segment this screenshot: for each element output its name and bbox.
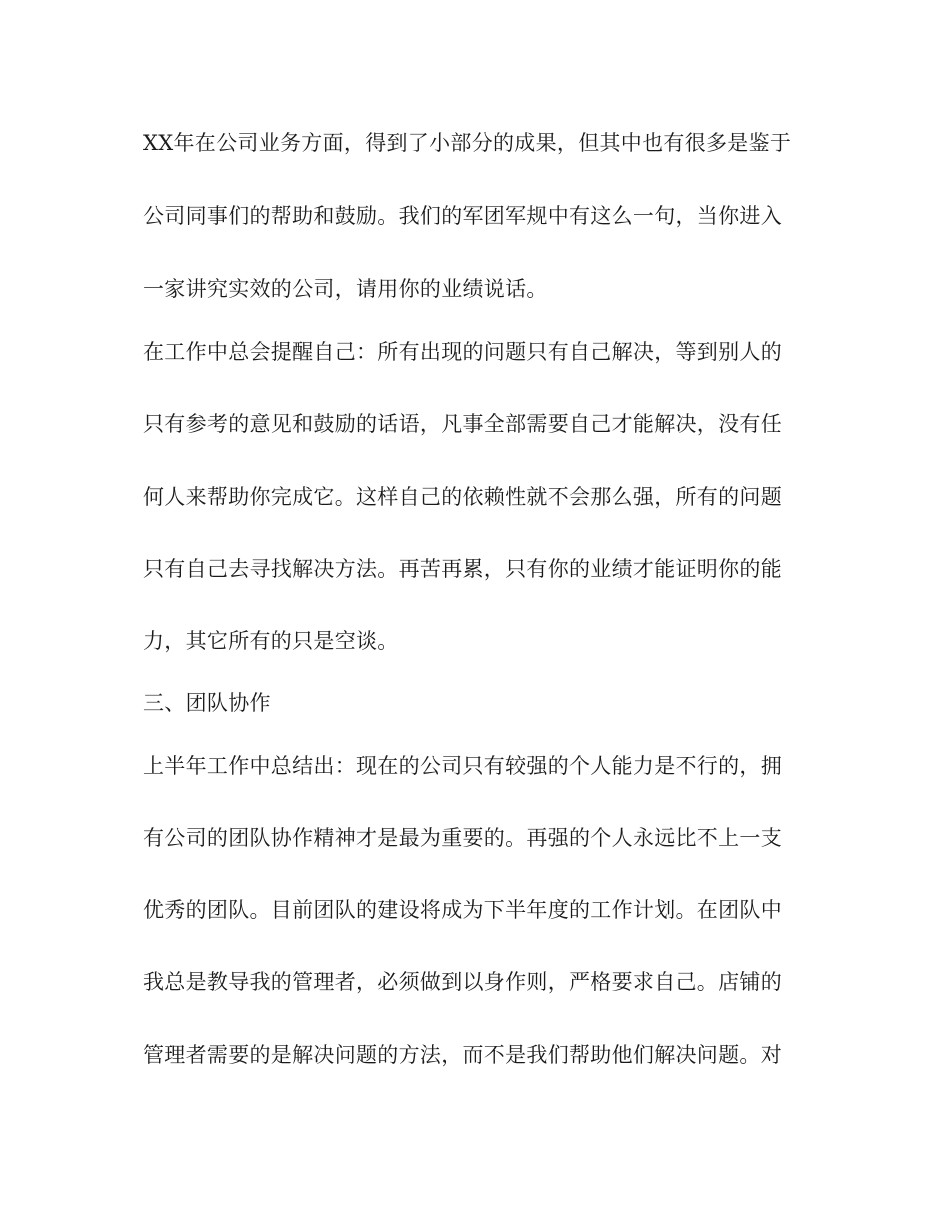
text-line: 优秀的团队。目前团队的建设将成为下半年度的工作计划。在团队中 (143, 898, 782, 922)
text-line: 上半年工作中总结出：现在的公司只有较强的个人能力是不行的，拥 (143, 754, 782, 778)
text-line: 我总是教导我的管理者，必须做到以身作则，严格要求自己。店铺的 (143, 970, 782, 994)
text-line: 力，其它所有的只是空谈。 (143, 629, 399, 653)
text-line: 一家讲究实效的公司，请用你的业绩说话。 (143, 277, 548, 301)
text-line: 只有自己去寻找解决方法。再苦再累，只有你的业绩才能证明你的能 (143, 557, 782, 581)
text-line: 有公司的团队协作精神才是最为重要的。再强的个人永远比不上一支 (143, 826, 782, 850)
text-line: 在工作中总会提醒自己：所有出现的问题只有自己解决，等到别人的 (143, 340, 782, 364)
text-line: 公司同事们的帮助和鼓励。我们的军团军规中有这么一句，当你进入 (143, 204, 782, 228)
section-heading: 三、团队协作 (143, 691, 271, 715)
text-line: 只有参考的意见和鼓励的话语，凡事全部需要自己才能解决，没有任 (143, 412, 782, 436)
text-line: 何人来帮助你完成它。这样自己的依赖性就不会那么强，所有的问题 (143, 485, 782, 509)
text-line: XX年在公司业务方面，得到了小部分的成果，但其中也有很多是鉴于 (143, 131, 792, 155)
text-line: 管理者需要的是解决问题的方法，而不是我们帮助他们解决问题。对 (143, 1043, 782, 1067)
